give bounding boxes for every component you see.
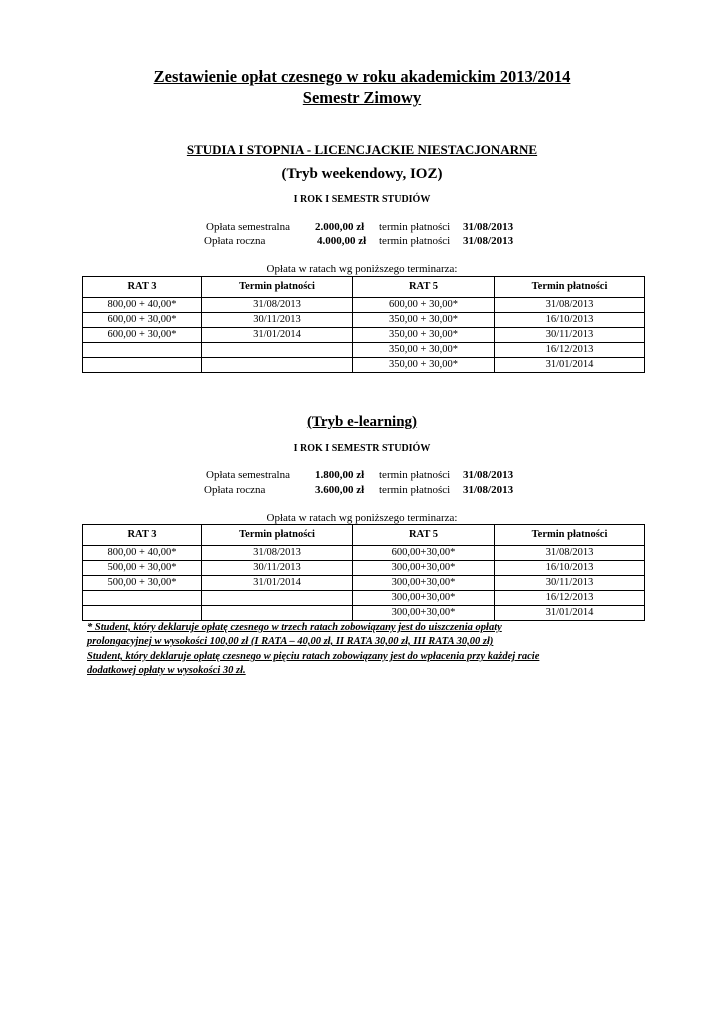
table-cell: 31/01/2014: [495, 606, 645, 621]
header-rat3: RAT 3: [83, 525, 202, 546]
header-term: Termin płatności: [202, 277, 353, 298]
header-rat3: RAT 3: [83, 277, 202, 298]
table-cell: 16/12/2013: [495, 591, 645, 606]
table-row: [83, 298, 645, 313]
table-cell: 16/12/2013: [495, 343, 645, 358]
footnote-line: Student, który deklaruje opłatę czesnego w pięciu ratach zobowiązany jest do wpłacenia przy każdej racie: [87, 651, 540, 662]
mode-weekend-heading: (Tryb weekendowy, IOZ): [281, 166, 443, 182]
table-cell: 31/08/2013: [495, 298, 645, 313]
table-cell: [202, 343, 353, 358]
fee-semester-date: 31/08/2013: [463, 469, 514, 481]
mode-elearning-heading: (Tryb e-learning): [306, 414, 418, 430]
header-rat5: RAT 5: [353, 277, 495, 298]
table-cell: 31/01/2014: [202, 328, 353, 343]
footnote-line: dodatkowej opłaty w wysokości 30 zł.: [87, 665, 246, 676]
footnote-line: * Student, który deklaruje opłatę czesnego w trzech ratach zobowiązany jest do uiszczenia opłaty: [87, 622, 502, 633]
table-row: [83, 606, 645, 621]
fee-year-term: termin płatności: [379, 235, 451, 247]
table-cell: 31/01/2014: [202, 576, 353, 591]
table-cell: 600,00 + 30,00*: [353, 298, 495, 313]
page-title: Zestawienie opłat czesnego w roku akademickim 2013/2014: [153, 67, 571, 86]
fee-year-label: Opłata roczna: [204, 235, 266, 247]
table-cell: 31/08/2013: [202, 298, 353, 313]
header-term: Termin płatności: [202, 525, 353, 546]
header-term: Termin płatności: [495, 277, 645, 298]
table-cell: [83, 606, 202, 621]
table-row: [83, 546, 645, 561]
fee-year-term: termin płatności: [379, 484, 451, 496]
table-cell: 350,00 + 30,00*: [353, 328, 495, 343]
header-rat5: RAT 5: [353, 525, 495, 546]
table-cell: [83, 343, 202, 358]
table-cell: [202, 606, 353, 621]
table-row: [83, 328, 645, 343]
installments-intro: Opłata w ratach wg poniższego terminarza:: [266, 512, 458, 524]
table-cell: 350,00 + 30,00*: [353, 343, 495, 358]
installments-table-weekend: [82, 276, 645, 373]
table-cell: 350,00 + 30,00*: [353, 313, 495, 328]
table-cell: 300,00+30,00*: [353, 561, 495, 576]
semester-title: Semestr Zimowy: [302, 88, 422, 107]
table-cell: 30/11/2013: [202, 561, 353, 576]
table-cell: [202, 358, 353, 373]
table-cell: 30/11/2013: [495, 328, 645, 343]
table-cell: [83, 591, 202, 606]
fee-year-date: 31/08/2013: [463, 484, 514, 496]
table-cell: 300,00+30,00*: [353, 606, 495, 621]
table-cell: 500,00 + 30,00*: [83, 561, 202, 576]
table-cell: 31/08/2013: [495, 546, 645, 561]
fee-semester-label: Opłata semestralna: [206, 221, 290, 233]
table-header-row: [83, 525, 645, 546]
fee-semester-label: Opłata semestralna: [206, 469, 290, 481]
fee-semester-term: termin płatności: [379, 469, 451, 481]
installments-intro: Opłata w ratach wg poniższego terminarza:: [266, 263, 458, 275]
fee-year-label: Opłata roczna: [204, 484, 266, 496]
table-row: [83, 576, 645, 591]
fee-semester-amount: 2.000,00 zł: [315, 221, 365, 233]
installments-table-elearning: [82, 524, 645, 621]
table-cell: 16/10/2013: [495, 561, 645, 576]
fee-year-amount: 3.600,00 zł: [315, 484, 365, 496]
table-cell: 600,00+30,00*: [353, 546, 495, 561]
footnote-line: prolongacyjnej w wysokości 100,00 zł (I RATA – 40,00 zł, II RATA 30,00 zł, III RATA 30,00 zł): [87, 636, 494, 647]
table-row: [83, 591, 645, 606]
year-label: I ROK I SEMESTR STUDIÓW: [293, 194, 431, 205]
table-cell: 600,00 + 30,00*: [83, 313, 202, 328]
table-row: [83, 313, 645, 328]
table-header-row: [83, 277, 645, 298]
table-cell: 500,00 + 30,00*: [83, 576, 202, 591]
fee-semester-term: termin płatności: [379, 221, 451, 233]
table-row: [83, 343, 645, 358]
year-label: I ROK I SEMESTR STUDIÓW: [293, 443, 431, 454]
table-row: [83, 561, 645, 576]
table-cell: 300,00+30,00*: [353, 591, 495, 606]
fee-year-amount: 4.000,00 zł: [317, 235, 367, 247]
fee-semester-date: 31/08/2013: [463, 221, 514, 233]
table-cell: 31/08/2013: [202, 546, 353, 561]
table-cell: 30/11/2013: [495, 576, 645, 591]
table-row: [83, 358, 645, 373]
header-term: Termin płatności: [495, 525, 645, 546]
fee-semester-amount: 1.800,00 zł: [315, 469, 365, 481]
table-cell: 350,00 + 30,00*: [353, 358, 495, 373]
program-heading: STUDIA I STOPNIA - LICENCJACKIE NIESTACJONARNE: [186, 142, 538, 157]
table-cell: 16/10/2013: [495, 313, 645, 328]
table-cell: 31/01/2014: [495, 358, 645, 373]
table-cell: 800,00 + 40,00*: [83, 298, 202, 313]
fee-year-date: 31/08/2013: [463, 235, 514, 247]
table-cell: 30/11/2013: [202, 313, 353, 328]
table-cell: [83, 358, 202, 373]
table-cell: 300,00+30,00*: [353, 576, 495, 591]
table-cell: [202, 591, 353, 606]
table-cell: 600,00 + 30,00*: [83, 328, 202, 343]
table-cell: 800,00 + 40,00*: [83, 546, 202, 561]
